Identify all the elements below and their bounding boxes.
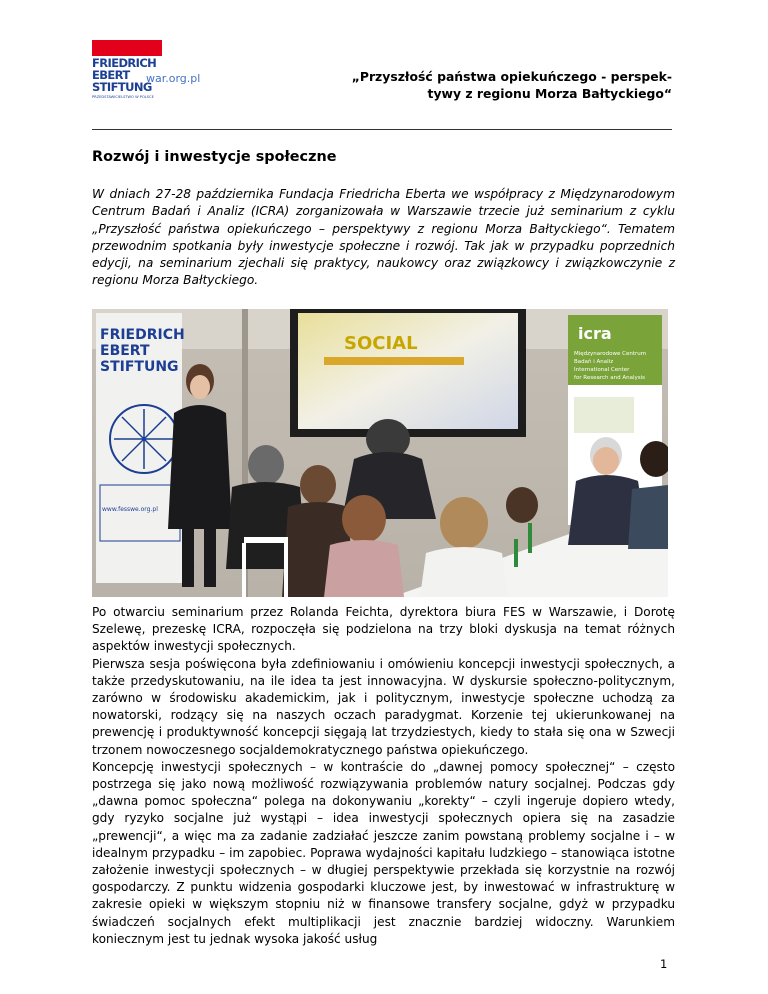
running-header-line-2: tywy z regionu Morza Bałtyckiego“ — [427, 86, 672, 101]
article-body — [92, 604, 675, 948]
banner-left-word-1: FRIEDRICH — [100, 327, 185, 343]
screen-slide-text: SOCIAL — [344, 333, 418, 354]
logo-word-1: FRIEDRICH — [92, 56, 157, 70]
article-heading: Rozwój i inwestycje społeczne — [92, 149, 337, 165]
banner-right-logo: icra — [578, 324, 612, 343]
seminar-photo — [92, 309, 668, 597]
banner-left-word-2: EBERT — [100, 343, 150, 359]
header-divider — [92, 129, 672, 130]
paragraph-3: Koncepcję inwestycji społecznych – w kontraście do „dawnej pomocy społecznej“ – często postrzega się jako nową możliwość rozwiązywania problemów natury socjalnej. Podczas gdy „dawna pomoc społeczna“ polega na dokonywaniu „korekty“ – czyli ingeruje dopiero wtedy, gdy ryzyko socjalne już wystąpi – idea inwestycji społecznych opiera się na zasadzie „prewencji“, a więc ma za zadanie zadziałać jeszcze zanim powstaną problemy socjalne i – w idealnym przypadku – im zapobiec. Poprawa wydajności kapitału ludzkiego – stanowiąca istotne założenie inwestycji społecznych – w długiej perspektywie przekłada się korzystnie na rozwój gospodarczy. Z punktu widzenia gospodarki kluczowe jest, by inwestować w infrastrukturę w zakresie opieki w większym stopniu niż w finansowe transfery socjalne, gdyż w przypadku świadczeń socjalnych efekt multiplikacji jest znacznie bardziej widoczny. Warunkiem koniecznym jest tu jednak wysoka jakość usług — [92, 759, 675, 946]
article-lead: W dniach 27-28 października Fundacja Friedricha Eberta we współpracy z Międzynarodowym Centrum Badań i Analiz (ICRA) zorganizowała w Warszawie trzecie już seminarium z cyklu „Przyszłość państwa opiekuńczego – perspektywy z regionu Morza Bałtyckiego“. Tematem przewodnim spotkania były inwestycje społeczne i rozwój. Tak jak w przypadku poprzednich edycji, na seminarium zjechali się praktycy, naukowcy oraz związkowcy i związkowczynie z regionu Morza Bałtyckiego. — [92, 187, 675, 288]
logo-word-3: STIFTUNG — [92, 80, 152, 94]
banner-right-text-4: for Research and Analysis — [574, 375, 646, 381]
logo-tagline: PRZEDSTAWICIELSTWO W POLSCE — [92, 95, 154, 99]
banner-right-text-1: Międzynarodowe Centrum — [574, 351, 647, 357]
paragraph-2: Pierwsza sesja poświęcona była zdefiniowaniu i omówieniu koncepcji inwestycji społecznych, a także przedyskutowaniu, na ile idea ta jest innowacyjna. W dyskursie społeczno-politycznym, zarówno w środowisku akademickim, jak i politycznym, inwestycje społeczne uchodzą za nowatorski, rodzący się na naszych oczach paradygmat. Korzenie tej ukierunkowanej na prewencję i produktywność koncepcji sięgają lat trzydziestych, kiedy to stała się ona w Szwecji trzonem nowoczesnego socjaldemokratycznego państwa opiekuńczego. — [92, 656, 675, 757]
banner-left-word-3: STIFTUNG — [100, 359, 179, 375]
logo-red-bar — [92, 40, 162, 56]
website-link[interactable]: war.org.pl — [146, 72, 201, 85]
banner-right-text-3: International Center — [574, 367, 630, 373]
banner-left-url: www.fesswe.org.pl — [102, 506, 158, 513]
page-number: 1 — [660, 957, 668, 971]
running-header — [328, 68, 672, 102]
banner-right-text-2: Badań i Analiz — [574, 359, 614, 365]
running-header-line-1: „Przyszłość państwa opiekuńczego - perspek- — [351, 69, 672, 84]
paragraph-1: Po otwarciu seminarium przez Rolanda Feichta, dyrektora biura FES w Warszawie, i Dorotę Szelewę, prezeskę ICRA, rozpoczęła się podzielona na trzy bloki dyskusja na temat różnych aspektów inwestycji społecznych. — [92, 605, 675, 654]
logo-word-2: EBERT — [92, 68, 130, 82]
